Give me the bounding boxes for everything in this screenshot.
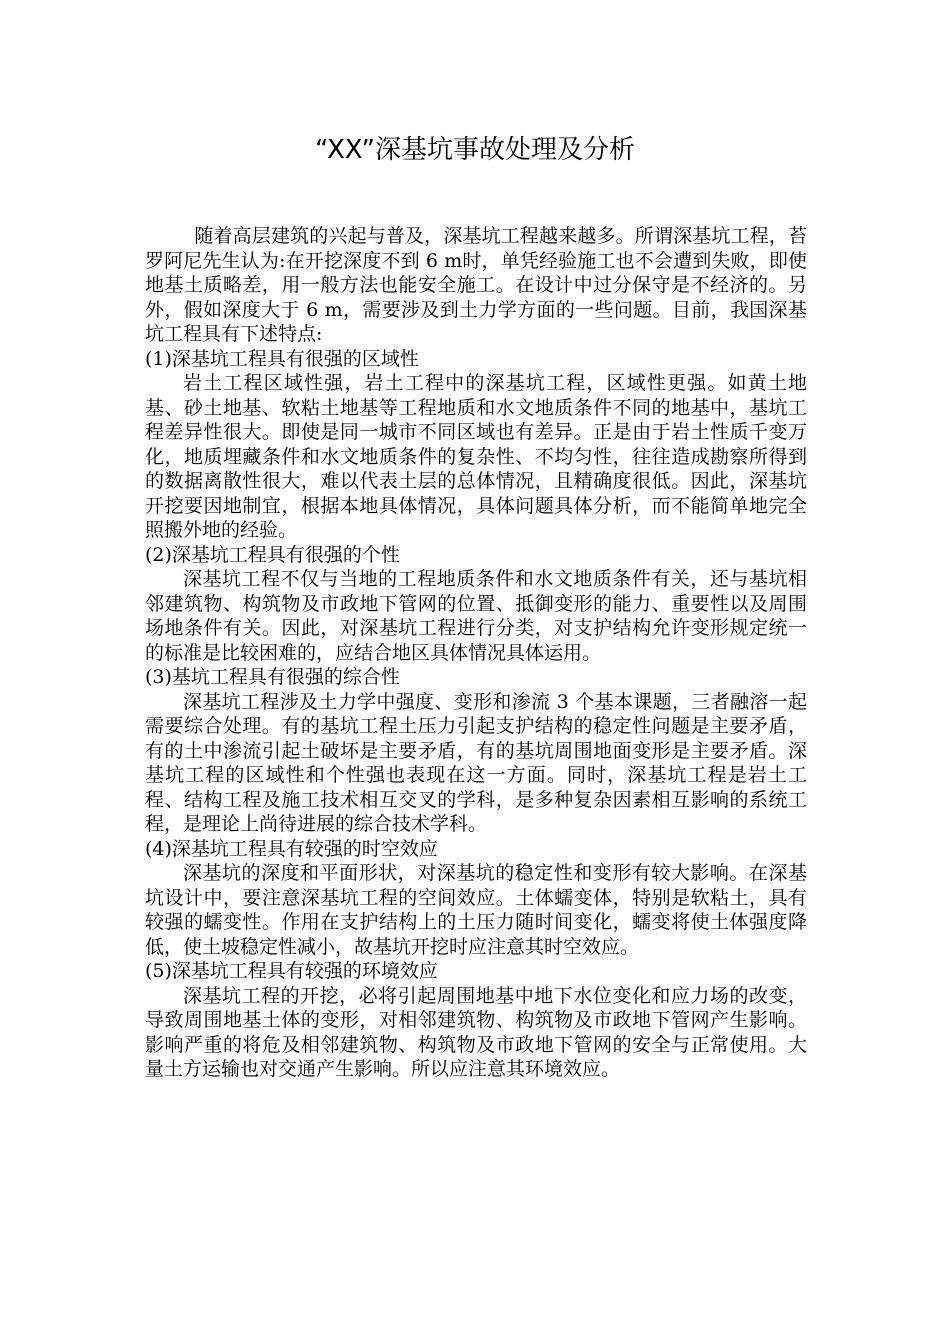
section-heading-5: (5)深基坑工程具有较强的环境效应 — [145, 960, 438, 982]
section-heading-2: (2)深基坑工程具有很强的个性 — [145, 543, 400, 566]
section-paragraph-3: 深基坑工程涉及土力学中强度、变形和渗流 3 个基本课题，三者融溶一起需要综合处理。有的基坑工程土压力引起支护结构的稳定性问题是主要矛盾，有的土中渗流引起土破坏是主要矛盾，有的基坑周围地面变形是主要矛盾。深基坑工程的区域性和个性强也表现在这一方面。同时，深基坑工程是岩土工程、结构工程及施工技术相互交叉的学科，是多种复杂因素相互影响的系统工程，是理论上尚待进展的综合技术学科。 — [145, 690, 807, 835]
section-heading-3: (3)基坑工程具有很强的综合性 — [145, 666, 400, 688]
section-paragraph-1: 岩土工程区域性强，岩土工程中的深基坑工程，区域性更强。如黄土地基、砂土地基、软粘土地基等工程地质和水文地质条件不同的地基中，基坑工程差异性很大。即使是同一城市不同区域也有差异。正是由于岩土性质千变万化，地质埋藏条件和水文地质条件的复杂性、不均匀性，往往造成勘察所得到的数据离散性很大，难以代表土层的总体情况，且精确度很低。因此，深基坑开挖要因地制宜，根据本地具体情况，具体问题具体分析，而不能简单地完全照搬外地的经验。 — [145, 372, 807, 541]
section-heading-1: (1)深基坑工程具有很强的区域性 — [145, 347, 419, 370]
section-paragraph-2: 深基坑工程不仅与当地的工程地质条件和水文地质条件有关，还与基坑相邻建筑物、构筑物及市政地下管网的位置、抵御变形的能力、重要性以及周围场地条件有关。因此，对深基坑工程进行分类，对支护结构允许变形规定统一的标准是比较困难的，应结合地区具体情况具体运用。 — [145, 568, 807, 664]
intro-paragraph: 随着高层建筑的兴起与普及，深基坑工程越来越多。所谓深基坑工程，苔罗阿尼先生认为:在开挖深度不到 6 m时，单凭经验施工也不会遭到失败，即使地基土质略差，用一般方法也能安全施工。在设计中过分保守是不经济的。另外，假如深度大于 6 m，需要涉及到土力学方面的一些问题。目前，我国深基坑工程具有下述特点: — [145, 225, 807, 345]
section-paragraph-4: 深基坑的深度和平面形状，对深基坑的稳定性和变形有较大影响。在深基坑设计中，要注意深基坑工程的空间效应。土体蠕变体，特别是软粘土，具有较强的蠕变性。作用在支护结构上的土压力随时间变化，蠕变将使土体强度降低，使土坡稳定性减小，故基坑开挖时应注意其时空效应。 — [145, 862, 807, 958]
section-paragraph-5: 深基坑工程的开挖，必将引起周围地基中地下水位变化和应力场的改变，导致周围地基土体的变形，对相邻建筑物、构筑物及市政地下管网产生影响。影响严重的将危及相邻建筑物、构筑物及市政地下管网的安全与正常使用。大量土方运输也对交通产生影响。所以应注意其环境效应。 — [145, 984, 807, 1080]
document-body — [145, 224, 807, 1082]
document-title: “XX”深基坑事故处理及分析 — [315, 135, 635, 165]
section-heading-4: (4)深基坑工程具有较强的时空效应 — [145, 837, 438, 860]
